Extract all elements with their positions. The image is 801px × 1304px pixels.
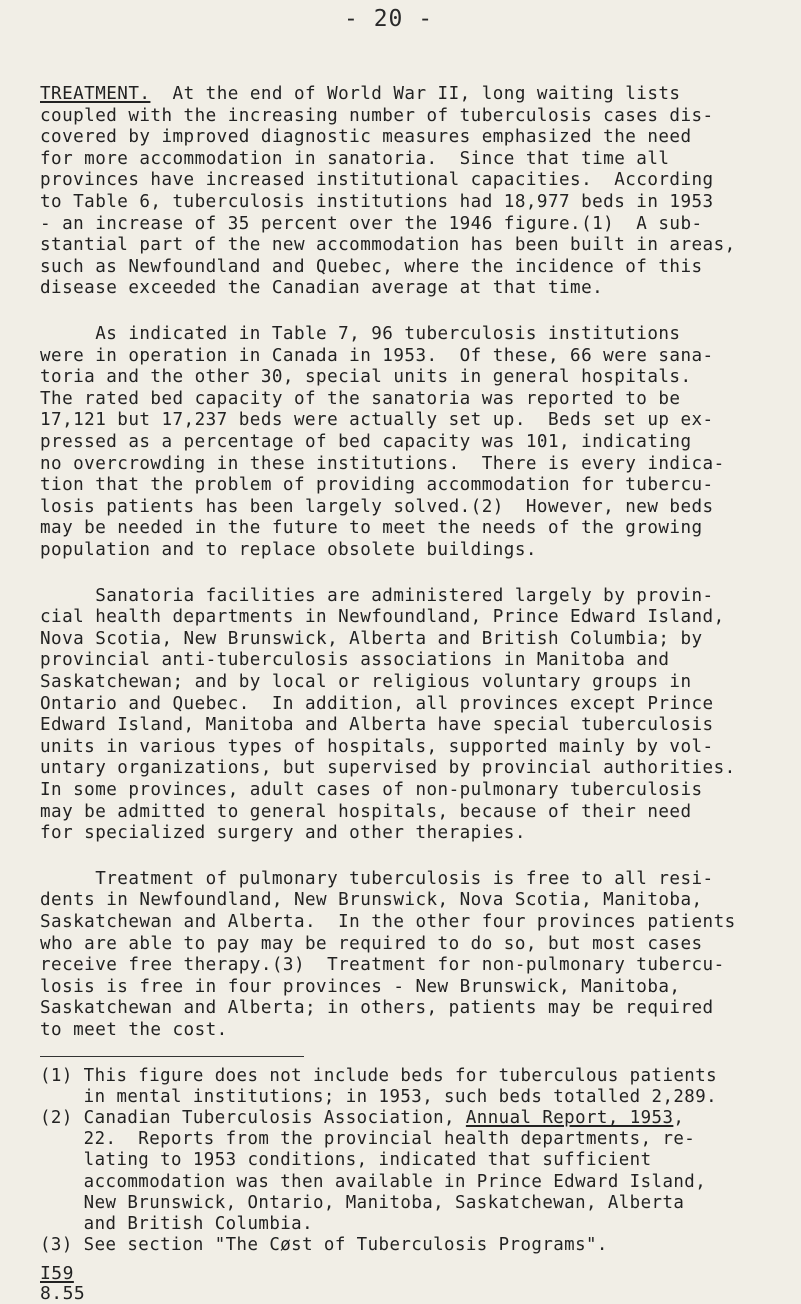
footnote-2-line: 22. Reports from the provincial health departments, re- bbox=[40, 1129, 696, 1150]
paragraph-3-line: Edward Island, Manitoba and Alberta have special tuberculosis bbox=[40, 715, 714, 736]
paragraph-3-line: Saskatchewan; and by local or religious voluntary groups in bbox=[40, 672, 692, 692]
paragraph-3-line: units in various types of hospitals, supported mainly by vol- bbox=[40, 736, 714, 757]
paragraph-2-line: population and to replace obsolete buildings. bbox=[40, 540, 537, 560]
footnote-2-suffix: , bbox=[673, 1108, 685, 1128]
paragraph-4-line: dents in Newfoundland, New Brunswick, Nova Scotia, Manitoba, bbox=[40, 890, 703, 911]
paragraph-1-line: to Table 6, tuberculosis institutions had 18,977 beds in 1953 bbox=[40, 192, 714, 212]
paragraph-3-line: Sanatoria facilities are administered largely by provin- bbox=[40, 585, 714, 606]
paragraph-4-line: Saskatchewan and Alberta; in others, patients may be required bbox=[40, 998, 714, 1019]
page-number: - 20 - bbox=[344, 6, 434, 32]
paragraph-4-line: losis is free in four provinces - New Brunswick, Manitoba, bbox=[40, 976, 681, 997]
paragraph-2-line: may be needed in the future to meet the needs of the growing bbox=[40, 518, 703, 539]
paragraph-1-line: stantial part of the new accommodation has been built in areas, bbox=[40, 235, 736, 256]
footnote-separator bbox=[40, 1056, 304, 1058]
footnote-1-line: in mental institutions; in 1953, such beds totalled 2,289. bbox=[40, 1086, 718, 1107]
paragraph-1-line: disease exceeded the Canadian average at that time. bbox=[40, 278, 604, 299]
paragraph-3-line: Nova Scotia, New Brunswick, Alberta and British Columbia; by bbox=[40, 628, 703, 649]
footnote-2-line bbox=[40, 1108, 684, 1129]
paragraph-3-line: provincial anti-tuberculosis associations in Manitoba and bbox=[40, 650, 670, 671]
paragraph-1-line: for more accommodation in sanatoria. Since that time all bbox=[40, 148, 670, 169]
footnote-2-line: New Brunswick, Ontario, Manitoba, Saskatchewan, Alberta bbox=[40, 1192, 685, 1213]
paragraph-2-line: toria and the other 30, special units in general hospitals. bbox=[40, 367, 692, 388]
footnote-2-report-title: Annual Report, 1953 bbox=[465, 1108, 674, 1128]
paragraph-4-line: who are able to pay may be required to do so, but most cases bbox=[40, 933, 703, 954]
code-1-text: I59 bbox=[40, 1263, 74, 1285]
paragraph-3-line: untary organizations, but supervised by provincial authorities. bbox=[40, 758, 736, 779]
paragraph-2-line: were in operation in Canada in 1953. Of these, 66 were sana- bbox=[40, 345, 714, 366]
paragraph-1-line: coupled with the increasing number of tuberculosis cases dis- bbox=[40, 105, 714, 126]
paragraph-3-line: In some provinces, adult cases of non-pulmonary tuberculosis bbox=[40, 780, 703, 800]
paragraph-2-line: pressed as a percentage of bed capacity was 101, indicating bbox=[40, 432, 692, 452]
paragraph-4-line: receive free therapy.(3) Treatment for non-pulmonary tubercu- bbox=[40, 955, 725, 976]
paragraph-3-line: may be admitted to general hospitals, because of their need bbox=[40, 801, 692, 822]
footnote-2-line: accommodation was then available in Prince Edward Island, bbox=[40, 1171, 707, 1192]
paragraph-1-line: provinces have increased institutional capacities. According bbox=[40, 170, 714, 191]
code-line-1 bbox=[40, 1264, 74, 1284]
footnote-2-line: and British Columbia. bbox=[40, 1214, 314, 1234]
paragraph-2-line: As indicated in Table 7, 96 tuberculosis institutions bbox=[40, 324, 681, 344]
paragraph-2-line: 17,121 but 17,237 beds were actually set up. Beds set up ex- bbox=[40, 410, 714, 431]
paragraph-1-line: such as Newfoundland and Quebec, where the incidence of this bbox=[40, 256, 703, 277]
paragraph-2-line: tion that the problem of providing accommodation for tubercu- bbox=[40, 475, 714, 496]
paragraph-3-line: for specialized surgery and other therapies. bbox=[40, 823, 526, 844]
paragraph-4-line: Treatment of pulmonary tuberculosis is free to all resi- bbox=[40, 868, 714, 889]
footnote-2-line: lating to 1953 conditions, indicated that sufficient bbox=[40, 1150, 652, 1171]
paragraph-1-line: covered by improved diagnostic measures emphasized the need bbox=[40, 127, 692, 148]
paragraph-1-line bbox=[40, 84, 680, 106]
code-line-2: 8.55 bbox=[40, 1283, 86, 1304]
paragraph-1-line-1-rest: At the end of World War II, long waiting lists bbox=[150, 84, 681, 104]
paragraph-1-line: - an increase of 35 percent over the 1946 figure.(1) A sub- bbox=[40, 213, 703, 234]
footnote-3-line: (3) See section "The Cøst of Tuberculosis Programs". bbox=[40, 1235, 608, 1256]
paragraph-2-line: losis patients has been largely solved.(2) However, new beds bbox=[40, 496, 714, 517]
paragraph-4-line: to meet the cost. bbox=[40, 1020, 228, 1040]
section-heading: TREATMENT. bbox=[40, 84, 151, 104]
footnote-2-prefix: (2) Canadian Tuberculosis Association, bbox=[40, 1108, 466, 1128]
paragraph-2-line: no overcrowding in these institutions. There is every indica- bbox=[40, 453, 725, 474]
paragraph-3-line: Ontario and Quebec. In addition, all provinces except Prince bbox=[40, 693, 714, 714]
paragraph-4-line: Saskatchewan and Alberta. In the other four provinces patients bbox=[40, 912, 736, 932]
paragraph-3-line: cial health departments in Newfoundland, Prince Edward Island, bbox=[40, 607, 725, 628]
footnote-1-line: (1) This figure does not include beds for tuberculous patients bbox=[40, 1065, 718, 1086]
paragraph-2-line: The rated bed capacity of the sanatoria was reported to be bbox=[40, 388, 681, 409]
